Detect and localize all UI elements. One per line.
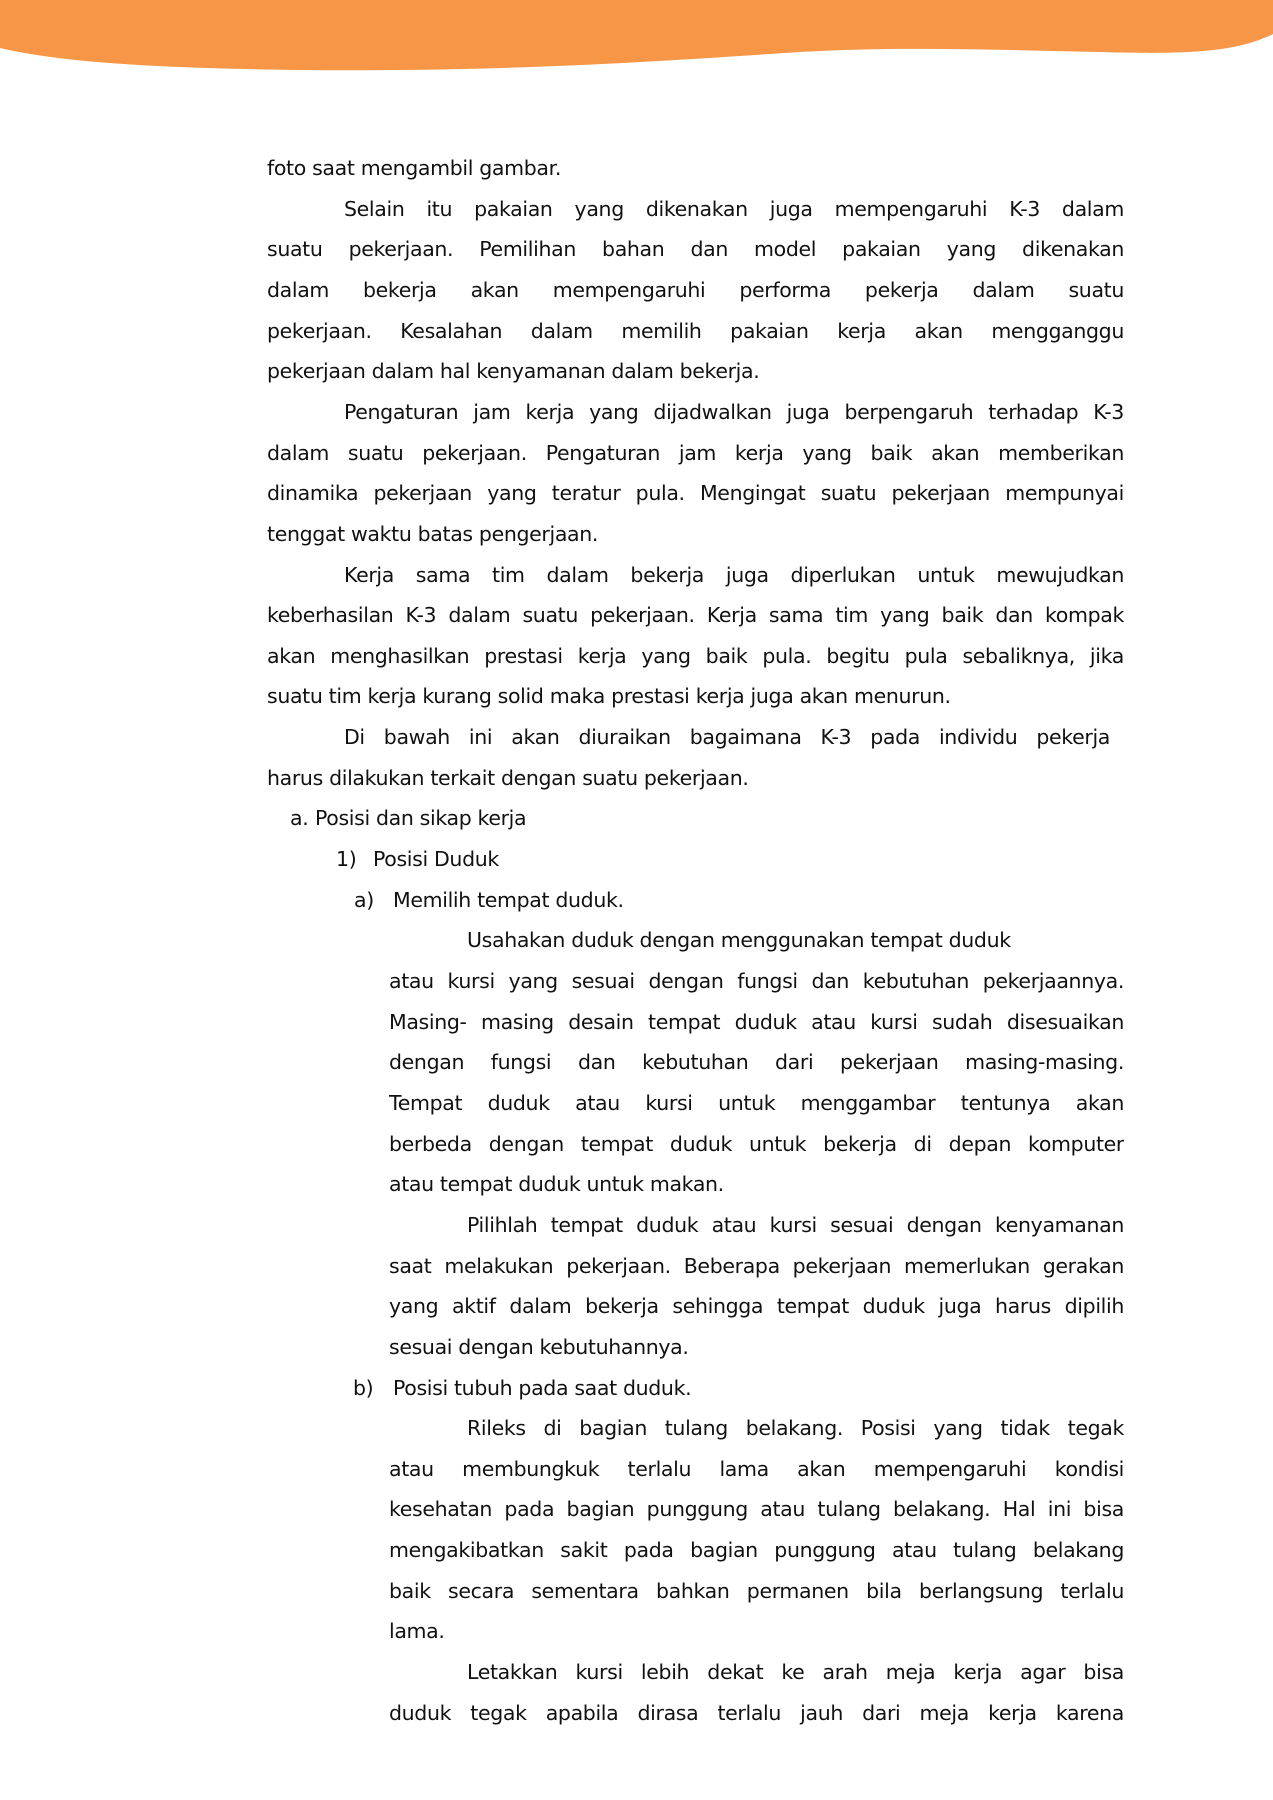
paragraph-line: suatu tim kerja kurang solid maka prestasi kerja juga akan menurun. <box>267 684 951 709</box>
paragraph-line: Pilihlah tempat duduk atau kursi sesuai dengan kenyamanan <box>467 1212 1124 1237</box>
paragraph-line: Tempat duduk atau kursi untuk menggambar tentunya akan <box>389 1090 1124 1115</box>
paragraph-line: atau kursi yang sesuai dengan fungsi dan kebutuhan pekerjaannya. <box>389 969 1124 993</box>
paragraph-line: harus dilakukan terkait dengan suatu pekerjaan. <box>267 765 749 790</box>
list-marker: b) <box>353 1375 374 1400</box>
paragraph-line: dalam bekerja akan mempengaruhi performa pekerja dalam suatu <box>267 277 1124 302</box>
paragraph-line: tenggat waktu batas pengerjaan. <box>267 521 599 546</box>
paragraph-line: suatu pekerjaan. Pemilihan bahan dan model pakaian yang dikenakan <box>267 237 1124 262</box>
item-title: Posisi tubuh pada saat duduk. <box>393 1375 692 1400</box>
paragraph-line: kesehatan pada bagian punggung atau tulang belakang. Hal ini bisa <box>389 1497 1124 1522</box>
list-marker: a. <box>290 806 309 831</box>
paragraph-line: Selain itu pakaian yang dikenakan juga mempengaruhi K-3 dalam <box>344 196 1124 221</box>
paragraph-line: dengan fungsi dan kebutuhan dari pekerjaan masing-masing. <box>389 1050 1124 1075</box>
paragraph-line: sesuai dengan kebutuhannya. <box>389 1334 689 1359</box>
list-marker: a) <box>354 887 374 912</box>
paragraph-line: pekerjaan dalam hal kenyamanan dalam bekerja. <box>267 359 760 384</box>
paragraph-continuation: foto saat mengambil gambar. <box>267 156 561 180</box>
header-wave-decoration <box>0 0 1273 80</box>
subsection-title: Posisi Duduk <box>373 847 499 872</box>
list-marker: 1) <box>336 847 357 872</box>
paragraph-line: saat melakukan pekerjaan. Beberapa pekerjaan memerlukan gerakan <box>389 1253 1124 1278</box>
paragraph-line: Masing- masing desain tempat duduk atau kursi sudah disesuaikan <box>389 1009 1124 1034</box>
paragraph-line: baik secara sementara bahkan permanen bila berlangsung terlalu <box>389 1578 1124 1603</box>
paragraph-line: keberhasilan K-3 dalam suatu pekerjaan. Kerja sama tim yang baik dan kompak <box>267 603 1124 628</box>
paragraph-line: dalam suatu pekerjaan. Pengaturan jam kerja yang baik akan memberikan <box>267 440 1124 465</box>
paragraph-line: mengakibatkan sakit pada bagian punggung atau tulang belakang <box>389 1538 1124 1563</box>
paragraph-line: Letakkan kursi lebih dekat ke arah meja kerja agar bisa <box>467 1660 1124 1685</box>
paragraph-line: atau membungkuk terlalu lama akan mempengaruhi kondisi <box>389 1456 1124 1481</box>
paragraph-line: Kerja sama tim dalam bekerja juga diperlukan untuk mewujudkan <box>344 562 1124 587</box>
section-title: Posisi dan sikap kerja <box>315 806 527 831</box>
paragraph-line: pekerjaan. Kesalahan dalam memilih pakaian kerja akan mengganggu <box>267 318 1124 343</box>
paragraph-line: dinamika pekerjaan yang teratur pula. Mengingat suatu pekerjaan mempunyai <box>267 481 1124 506</box>
paragraph-line: akan menghasilkan prestasi kerja yang baik pula. begitu pula sebaliknya, jika <box>267 643 1124 668</box>
paragraph-line: berbeda dengan tempat duduk untuk bekerja di depan komputer <box>389 1131 1124 1156</box>
paragraph-line: Di bawah ini akan diuraikan bagaimana K-3 pada individu pekerja <box>344 725 1110 750</box>
paragraph-line: Rileks di bagian tulang belakang. Posisi yang tidak tegak <box>467 1416 1124 1441</box>
paragraph-line: Usahakan duduk dengan menggunakan tempat duduk <box>467 928 1011 953</box>
paragraph-line: yang aktif dalam bekerja sehingga tempat duduk juga harus dipilih <box>389 1294 1124 1319</box>
paragraph-line: atau tempat duduk untuk makan. <box>389 1172 724 1197</box>
paragraph-line: Pengaturan jam kerja yang dijadwalkan juga berpengaruh terhadap K-3 <box>344 399 1124 424</box>
item-title: Memilih tempat duduk. <box>393 887 624 912</box>
paragraph-line: lama. <box>389 1619 445 1644</box>
paragraph-line: duduk tegak apabila dirasa terlalu jauh dari meja kerja karena <box>389 1700 1124 1725</box>
orange-wave-shape <box>0 0 1273 70</box>
